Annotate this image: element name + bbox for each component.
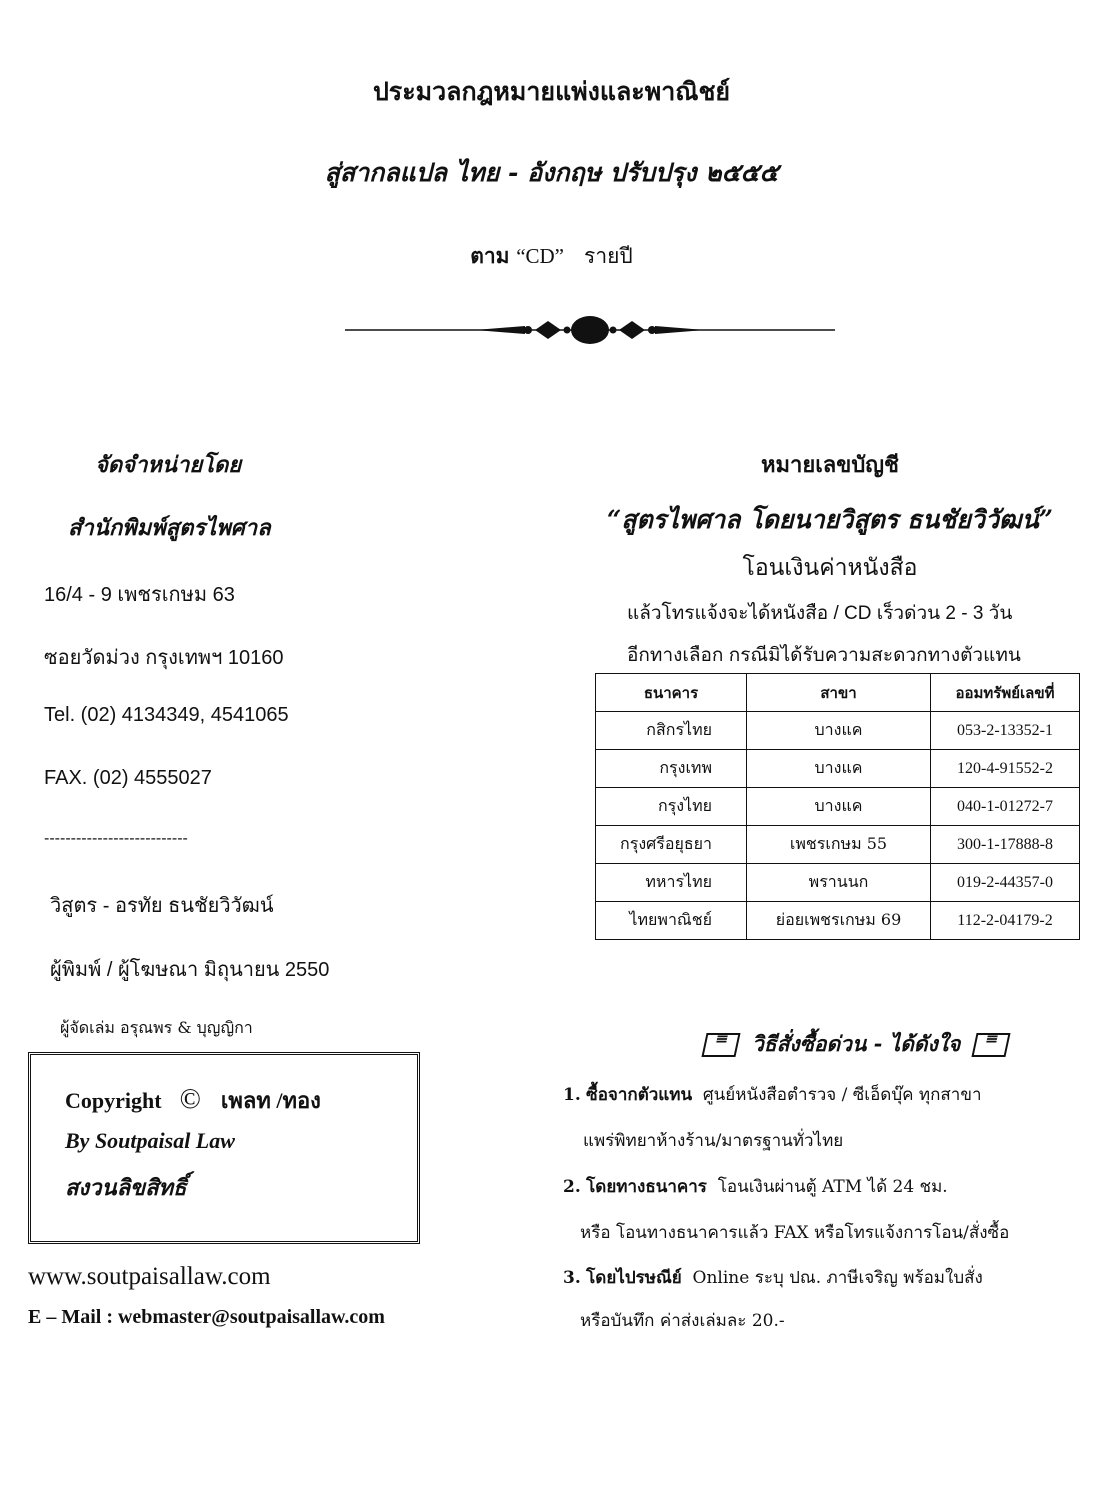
branch-cell: บางแค [747,788,931,826]
website-link[interactable]: www.soutpaisallaw.com [28,1263,271,1290]
bank-account-table [595,673,1080,940]
copyright-by: By Soutpaisal Law [65,1128,235,1153]
order-step-1-detail: แพร่พิทยาห้างร้าน/มาตรฐานทั่วไทย [583,1131,844,1151]
envelope-icon [701,1033,740,1057]
bank-cell: กสิกรไทย [596,712,747,750]
order-step-1 [563,1081,982,1108]
table-row [596,826,1080,864]
alternative-text: อีกทางเลือก กรณีมิได้รับความสะดวกทางตัวแทน [627,645,1021,666]
table-header-row [596,674,1080,712]
account-cell: 040-1-01272-7 [931,788,1080,826]
table-row [596,788,1080,826]
order-step-2-detail: หรือ โอนทางธนาคารแล้ว FAX หรือโทรแจ้งการโอน/สั่งซื้อ [580,1223,1010,1243]
account-cell: 120-4-91552-2 [931,750,1080,788]
branch-cell: บางแค [747,750,931,788]
bank-cell: กรุงเทพ [596,750,747,788]
editor-info: ผู้จัดเล่ม อรุณพร & บุญญิกา [60,1018,253,1037]
ornament-divider [345,310,835,350]
order-heading [690,1028,1022,1061]
header-branch: สาขา [747,674,931,712]
step-title: ซื้อจากตัวแทน [586,1085,693,1105]
step-title: โดยไปรษณีย์ [586,1268,682,1288]
copyright-rights: สงวนลิขสิทธิ์ [65,1175,187,1200]
order-heading-text: วิธีสั่งซื้อด่วน - ได้ดังใจ [752,1031,961,1056]
document-title: ประมวลกฎหมายแพ่งและพาณิชย์ [372,77,731,106]
step-text: ศูนย์หนังสือตำรวจ / ซีเอ็ดบุ๊ค ทุกสาขา [702,1085,982,1105]
bank-cell: กรุงศรีอยุธยา [596,826,747,864]
table-row [596,902,1080,940]
branch-cell: ย่อยเพชรเกษม 69 [747,902,931,940]
authors: วิสูตร - อรทัย ธนชัยวิวัฒน์ [50,895,274,917]
account-cell: 053-2-13352-1 [931,712,1080,750]
table-row [596,864,1080,902]
distributor-heading: จัดจำหน่ายโดย [95,452,242,478]
step-number: 1. [563,1085,581,1105]
table-row [596,712,1080,750]
address-line-2: ซอยวัดม่วง กรุงเทพฯ 10160 [44,647,284,669]
order-step-3-detail: หรือบันทึก ค่าส่งเล่มละ 20.- [580,1311,785,1331]
step-number: 3. [563,1268,581,1288]
envelope-icon [972,1033,1011,1057]
step-text: Online ระบุ ปณ. ภาษีเจริญ พร้อมใบสั่ง [692,1268,983,1288]
copyright-line [65,1083,321,1118]
email-link[interactable]: E – Mail : webmaster@soutpaisallaw.com [28,1306,385,1328]
dashed-divider: --------------------------- [44,830,188,847]
order-step-2 [563,1173,948,1200]
notify-text: แล้วโทรแจ้งจะได้หนังสือ / CD เร็วด่วน 2 - 3 วัน [627,603,1013,624]
account-cell: 112-2-04179-2 [931,902,1080,940]
branch-cell: พรานนก [747,864,931,902]
transfer-text: โอนเงินค่าหนังสือ [742,554,918,580]
step-title: โดยทางธนาคาร [586,1177,707,1197]
copyright-box [28,1052,420,1244]
header-account: ออมทรัพย์เลขที่ [931,674,1080,712]
printer-info: ผู้พิมพ์ / ผู้โฆษณา มิถุนายน 2550 [50,959,330,981]
step-text: โอนเงินผ่านตู้ ATM ได้ 24 ชม. [717,1177,948,1197]
step-number: 2. [563,1177,581,1197]
bank-cell: ไทยพาณิชย์ [596,902,747,940]
copyright-owner: เพลท /ทอง [220,1088,321,1113]
branch-cell: บางแค [747,712,931,750]
cd-prefix: ตาม [470,243,510,268]
cd-suffix: รายปี [584,244,633,268]
branch-cell: เพชรเกษม 55 [747,826,931,864]
order-step-3 [563,1264,983,1291]
address-line-1: 16/4 - 9 เพชรเกษม 63 [44,584,235,606]
account-heading: หมายเลขบัญชี [761,452,899,478]
fax-number: FAX. (02) 4555027 [44,767,212,789]
publisher-name: สำนักพิมพ์สูตรไพศาล [68,515,271,541]
account-cell: 019-2-44357-0 [931,864,1080,902]
copyright-label: Copyright [65,1088,162,1113]
table-row [596,750,1080,788]
account-name: “สูตรไพศาล โดยนายวิสูตร ธนชัยวิวัฒน์” [606,505,1054,534]
bank-cell: กรุงไทย [596,788,747,826]
telephone: Tel. (02) 4134349, 4541065 [44,704,289,726]
cd-label: “CD” [516,244,565,268]
copyright-symbol-icon: © [179,1084,201,1115]
bank-cell: ทหารไทย [596,864,747,902]
document-subtitle: สู่สากลแปล ไทย - อังกฤษ ปรับปรุง ๒๕๕๕ [324,158,779,187]
header-bank: ธนาคาร [596,674,747,712]
cd-line [0,240,1103,273]
account-cell: 300-1-17888-8 [931,826,1080,864]
